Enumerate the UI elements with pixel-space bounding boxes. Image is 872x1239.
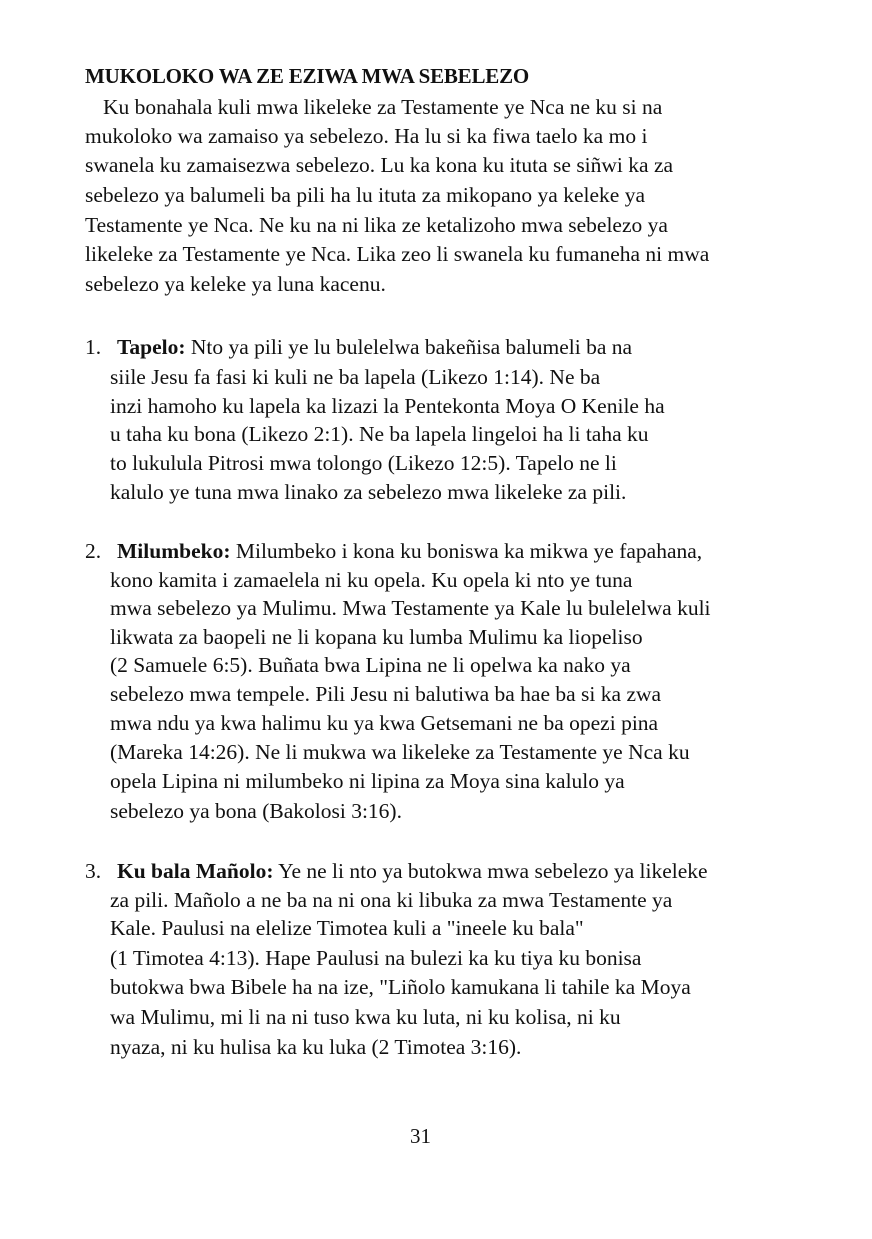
item-label: Milumbeko: <box>117 539 231 563</box>
item-line: za pili. Mañolo a ne ba na ni ona ki libuka za mwa Testamente ya <box>110 888 673 912</box>
item-line: to lukulula Pitrosi mwa tolongo (Likezo 12:5). Tapelo ne li <box>110 451 617 475</box>
paragraph-line: likeleke za Testamente ye Nca. Lika zeo li swanela ku fumaneha ni mwa <box>85 242 710 266</box>
item-line: Kale. Paulusi na elelize Timotea kuli a "ineele ku bala" <box>110 916 584 940</box>
item-line: sebelezo mwa tempele. Pili Jesu ni balutiwa ba hae ba si ka zwa <box>110 682 662 706</box>
paragraph-line: Testamente ye Nca. Ne ku na ni lika ze ketalizoho mwa sebelezo ya <box>85 213 668 237</box>
item-line: sebelezo ya bona (Bakolosi 3:16). <box>110 799 402 823</box>
item-line: opela Lipina ni milumbeko ni lipina za Moya sina kalulo ya <box>110 769 625 793</box>
item-line: u taha ku bona (Likezo 2:1). Ne ba lapela lingeloi ha li taha ku <box>110 422 649 446</box>
item-number: 2. <box>85 539 102 563</box>
item-line: nyaza, ni ku hulisa ka ku luka (2 Timotea 3:16). <box>110 1035 522 1059</box>
item-label: Ku bala Mañolo: <box>117 859 274 883</box>
item-text: Nto ya pili ye lu bulelelwa bakeñisa balumeli ba na <box>185 335 633 359</box>
paragraph-line: sebelezo ya keleke ya luna kacenu. <box>85 272 386 296</box>
item-line: (Mareka 14:26). Ne li mukwa wa likeleke za Testamente ye Nca ku <box>110 740 690 764</box>
section-title: MUKOLOKO WA ZE EZIWA MWA SEBELEZO <box>85 64 530 88</box>
item-number: 3. <box>85 859 102 883</box>
item-text: Ye ne li nto ya butokwa mwa sebelezo ya likeleke <box>273 859 708 883</box>
page-number: 31 <box>410 1124 431 1148</box>
paragraph-line: mukoloko wa zamaiso ya sebelezo. Ha lu si ka fiwa taelo ka mo i <box>85 124 648 148</box>
paragraph-line: swanela ku zamaisezwa sebelezo. Lu ka kona ku ituta se siñwi ka za <box>85 153 674 177</box>
item-line <box>117 859 708 883</box>
paragraph-line: Ku bonahala kuli mwa likeleke za Testamente ye Nca ne ku si na <box>103 95 663 119</box>
item-line <box>117 539 702 563</box>
item-line: (1 Timotea 4:13). Hape Paulusi na bulezi ka ku tiya ku bonisa <box>110 946 642 970</box>
item-line: butokwa bwa Bibele ha na ize, "Liñolo kamukana li tahile ka Moya <box>110 975 691 999</box>
item-line: (2 Samuele 6:5). Buñata bwa Lipina ne li opelwa ka nako ya <box>110 653 631 677</box>
item-line: likwata za baopeli ne li kopana ku lumba Mulimu ka liopeliso <box>110 625 643 649</box>
item-number: 1. <box>85 335 102 359</box>
item-line: inzi hamoho ku lapela ka lizazi la Pentekonta Moya O Kenile ha <box>110 394 665 418</box>
item-label: Tapelo: <box>117 335 186 359</box>
item-line: mwa sebelezo ya Mulimu. Mwa Testamente ya Kale lu bulelelwa kuli <box>110 596 711 620</box>
item-text: Milumbeko i kona ku boniswa ka mikwa ye fapahana, <box>230 539 703 563</box>
item-line <box>117 335 632 359</box>
item-line: mwa ndu ya kwa halimu ku ya kwa Getsemani ne ba opezi pina <box>110 711 659 735</box>
item-line: kono kamita i zamaelela ni ku opela. Ku opela ki nto ye tuna <box>110 568 633 592</box>
item-line: siile Jesu fa fasi ki kuli ne ba lapela (Likezo 1:14). Ne ba <box>110 365 601 389</box>
item-line: kalulo ye tuna mwa linako za sebelezo mwa likeleke za pili. <box>110 480 627 504</box>
paragraph-line: sebelezo ya balumeli ba pili ha lu ituta za mikopano ya keleke ya <box>85 183 645 207</box>
item-line: wa Mulimu, mi li na ni tuso kwa ku luta, ni ku kolisa, ni ku <box>110 1005 621 1029</box>
